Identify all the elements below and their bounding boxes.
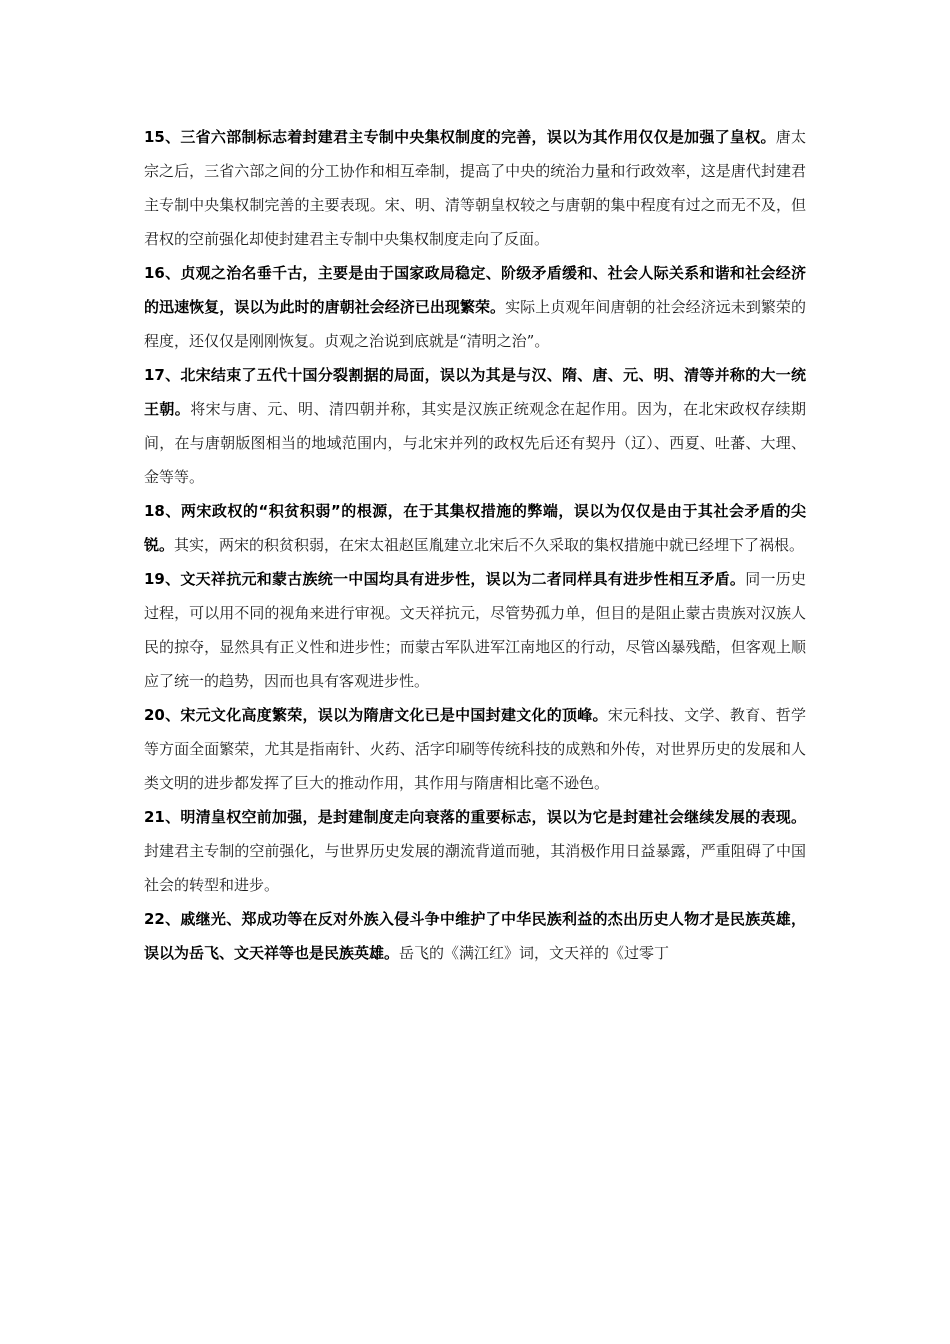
paragraph-16 (144, 256, 806, 358)
paragraph-20-heading: 20、宋元文化高度繁荣，误以为隋唐文化已是中国封建文化的顶峰。 (144, 706, 608, 724)
paragraph-20-text: 宋元科技、文学、教育、哲学等方面全面繁荣，尤其是指南针、火药、活字印刷等传统科技的成熟和外传，对世界历史的发展和人类文明的进步都发挥了巨大的推动作用，其作用与隋唐相比毫不逊色。 (144, 706, 806, 792)
paragraph-22-text: 岳飞的《满江红》词，文天祥的《过零丁 (399, 944, 670, 962)
paragraph-22 (144, 902, 806, 970)
paragraph-22-heading: 22、戚继光、郑成功等在反对外族入侵斗争中维护了中华民族利益的杰出历史人物才是民族英雄，误以为岳飞、文天祥等也是民族英雄。 (144, 910, 806, 962)
paragraph-16-heading: 16、贞观之治名垂千古，主要是由于国家政局稳定、阶级矛盾缓和、社会人际关系和谐和社会经济的迅速恢复，误以为此时的唐朝社会经济已出现繁荣。 (144, 264, 806, 316)
paragraph-19-heading: 19、文天祥抗元和蒙古族统一中国均具有进步性，误以为二者同样具有进步性相互矛盾。 (144, 570, 746, 588)
paragraph-21-heading: 21、明清皇权空前加强，是封建制度走向衰落的重要标志，误以为它是封建社会继续发展的表现。 (144, 808, 806, 826)
paragraph-17 (144, 358, 806, 494)
paragraph-15 (144, 120, 806, 256)
paragraph-15-text: 唐太宗之后，三省六部之间的分工协作和相互牵制，提高了中央的统治力量和行政效率，这是唐代封建君主专制中央集权制完善的主要表现。宋、明、清等朝皇权较之与唐朝的集中程度有过之而无不及，但君权的空前强化却使封建君主专制中央集权制度走向了反面。 (144, 128, 806, 248)
paragraph-17-heading: 17、北宋结束了五代十国分裂割据的局面，误以为其是与汉、隋、唐、元、明、清等并称的大一统王朝。 (144, 366, 806, 418)
paragraph-19 (144, 562, 806, 698)
paragraph-17-text: 将宋与唐、元、明、清四朝并称，其实是汉族正统观念在起作用。因为，在北宋政权存续期间，在与唐朝版图相当的地域范围内，与北宋并列的政权先后还有契丹（辽）、西夏、吐蕃、大理、金等等。 (144, 400, 806, 486)
paragraph-20 (144, 698, 806, 800)
paragraph-18-text: 其实，两宋的积贫积弱，在宋太祖赵匡胤建立北宋后不久采取的集权措施中就已经埋下了祸根。 (174, 536, 805, 554)
document-body (144, 120, 806, 970)
paragraph-21 (144, 800, 806, 902)
paragraph-18-heading: 18、两宋政权的“积贫积弱”的根源，在于其集权措施的弊端，误以为仅仅是由于其社会矛盾的尖锐。 (144, 502, 806, 554)
paragraph-15-heading: 15、三省六部制标志着封建君主专制中央集权制度的完善，误以为其作用仅仅是加强了皇权。 (144, 128, 776, 146)
paragraph-16-text: 实际上贞观年间唐朝的社会经济远未到繁荣的程度，还仅仅是刚刚恢复。贞观之治说到底就是“清明之治”。 (144, 298, 806, 350)
paragraph-21-text: 封建君主专制的空前强化，与世界历史发展的潮流背道而驰，其消极作用日益暴露，严重阻碍了中国社会的转型和进步。 (144, 842, 806, 894)
paragraph-19-text: 同一历史过程，可以用不同的视角来进行审视。文天祥抗元，尽管势孤力单，但目的是阻止蒙古贵族对汉族人民的掠夺，显然具有正义性和进步性；而蒙古军队进军江南地区的行动，尽管凶暴残酷，但客观上顺应了统一的趋势，因而也具有客观进步性。 (144, 570, 806, 690)
paragraph-18 (144, 494, 806, 562)
